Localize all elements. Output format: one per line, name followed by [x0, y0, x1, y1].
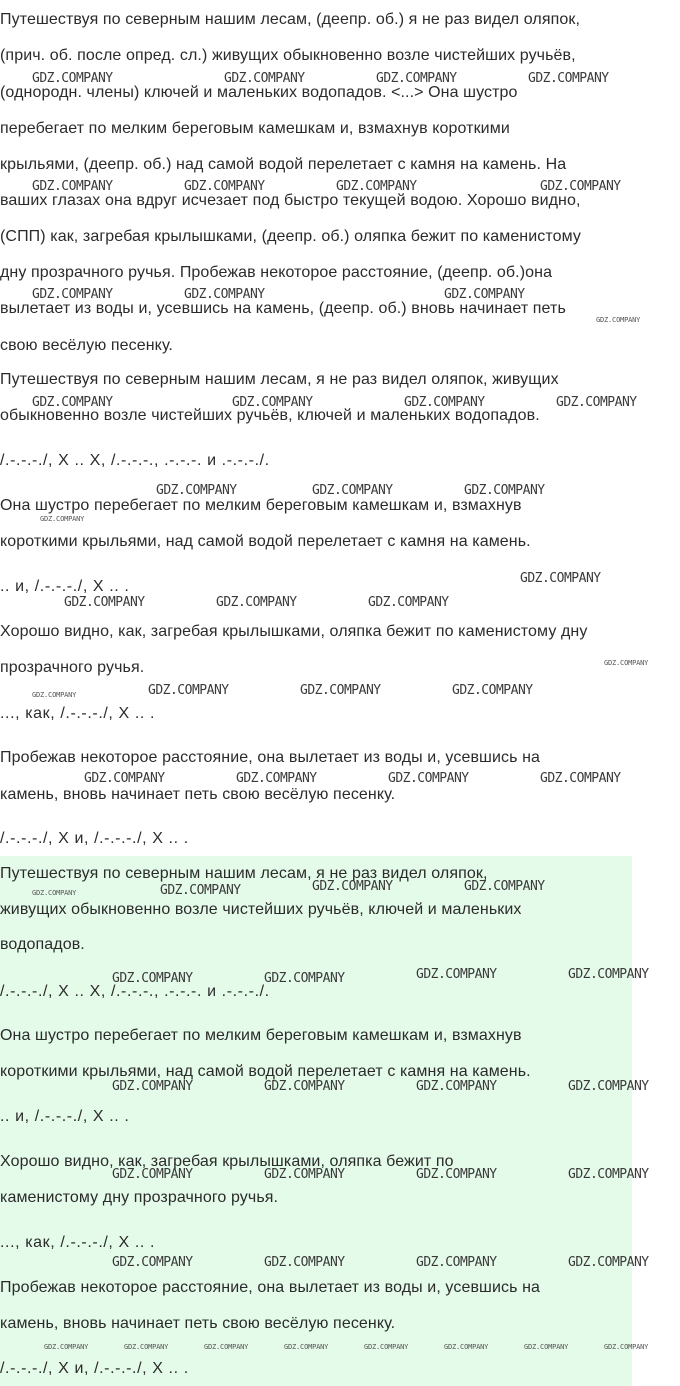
text-line: (однородн. члены) ключей и маленьких водопадов. <...> Она шустро: [0, 84, 518, 101]
watermark: GDZ.COMPANY: [596, 316, 641, 324]
watermark: GDZ.COMPANY: [112, 1255, 193, 1270]
watermark: GDZ.COMPANY: [520, 571, 601, 586]
watermark: GDZ.COMPANY: [216, 595, 297, 610]
watermark: GDZ.COMPANY: [364, 1343, 409, 1351]
watermark: GDZ.COMPANY: [300, 683, 381, 698]
watermark: GDZ.COMPANY: [444, 287, 525, 302]
watermark: GDZ.COMPANY: [568, 1167, 649, 1182]
sentence-scheme: /.-.-.-./, X и, /.-.-.-./, X .. .: [0, 1360, 189, 1377]
text-line: перебегает по мелким береговым камешкам и, взмахнув короткими: [0, 120, 510, 137]
text-line: Путешествуя по северным нашим лесам, я не раз видел оляпок,: [0, 865, 488, 882]
watermark: GDZ.COMPANY: [568, 967, 649, 982]
text-line: короткими крыльями, над самой водой перелетает с камня на камень.: [0, 1063, 531, 1080]
text-line: Пробежав некоторое расстояние, она вылетает из воды и, усевшись на: [0, 749, 541, 766]
watermark: GDZ.COMPANY: [604, 1343, 649, 1351]
watermark: GDZ.COMPANY: [264, 971, 345, 986]
watermark: GDZ.COMPANY: [416, 1079, 497, 1094]
watermark: GDZ.COMPANY: [388, 771, 469, 786]
sentence-scheme: .. и, /.-.-.-./, X .. .: [0, 578, 130, 595]
watermark: GDZ.COMPANY: [284, 1343, 329, 1351]
text-line: камень, вновь начинает петь свою весёлую песенку.: [0, 1315, 396, 1332]
text-line: ваших глазах она вдруг исчезает под быстро текущей водою. Хорошо видно,: [0, 192, 581, 209]
text-line: Пробежав некоторое расстояние, она вылетает из воды и, усевшись на: [0, 1279, 541, 1296]
text-line: (прич. об. после опред. сл.) живущих обыкновенно возле чистейших ручьёв,: [0, 47, 576, 64]
watermark: GDZ.COMPANY: [224, 71, 305, 86]
sentence-scheme: ..., как, /.-.-.-./, X .. .: [0, 1234, 156, 1251]
text-line: Она шустро перебегает по мелким береговым камешкам и, взмахнув: [0, 1027, 522, 1044]
watermark: GDZ.COMPANY: [32, 395, 113, 410]
text-line: Хорошо видно, как, загребая крылышками, оляпка бежит по каменистому дну: [0, 623, 588, 640]
watermark: GDZ.COMPANY: [44, 1343, 89, 1351]
watermark: GDZ.COMPANY: [264, 1167, 345, 1182]
watermark: GDZ.COMPANY: [40, 515, 85, 523]
watermark: GDZ.COMPANY: [524, 1343, 569, 1351]
watermark: GDZ.COMPANY: [540, 179, 621, 194]
text-line: водопадов.: [0, 936, 85, 953]
watermark: GDZ.COMPANY: [264, 1255, 345, 1270]
watermark: GDZ.COMPANY: [112, 1079, 193, 1094]
sentence-scheme: /.-.-.-./, X и, /.-.-.-./, X .. .: [0, 830, 189, 847]
text-line: камень, вновь начинает петь свою весёлую песенку.: [0, 786, 396, 803]
watermark: GDZ.COMPANY: [32, 287, 113, 302]
watermark: GDZ.COMPANY: [312, 483, 393, 498]
watermark: GDZ.COMPANY: [112, 1167, 193, 1182]
watermark: GDZ.COMPANY: [312, 879, 393, 894]
sentence-scheme: /.-.-.-./, X .. X, /.-.-.-., .-.-.-. и .-.-.-./.: [0, 983, 270, 1000]
text-line: короткими крыльями, над самой водой перелетает с камня на камень.: [0, 533, 531, 550]
text-line: Путешествуя по северным нашим лесам, (деепр. об.) я не раз видел оляпок,: [0, 11, 581, 28]
watermark: GDZ.COMPANY: [336, 179, 417, 194]
watermark: GDZ.COMPANY: [604, 659, 649, 667]
watermark: GDZ.COMPANY: [184, 179, 265, 194]
watermark: GDZ.COMPANY: [528, 71, 609, 86]
text-line: живущих обыкновенно возле чистейших ручьёв, ключей и маленьких: [0, 901, 522, 918]
watermark: GDZ.COMPANY: [444, 1343, 489, 1351]
sentence-scheme: /.-.-.-./, X .. X, /.-.-.-., .-.-.-. и .-.-.-./.: [0, 452, 270, 469]
watermark: GDZ.COMPANY: [264, 1079, 345, 1094]
watermark: GDZ.COMPANY: [160, 883, 241, 898]
watermark: GDZ.COMPANY: [84, 771, 165, 786]
watermark: GDZ.COMPANY: [156, 483, 237, 498]
watermark: GDZ.COMPANY: [32, 889, 77, 897]
text-line: Хорошо видно, как, загребая крылышками, оляпка бежит по: [0, 1153, 454, 1170]
watermark: GDZ.COMPANY: [464, 483, 545, 498]
watermark: GDZ.COMPANY: [568, 1255, 649, 1270]
watermark: GDZ.COMPANY: [416, 1167, 497, 1182]
watermark: GDZ.COMPANY: [232, 395, 313, 410]
watermark: GDZ.COMPANY: [376, 71, 457, 86]
text-line: вылетает из воды и, усевшись на камень, (деепр. об.) вновь начинает петь: [0, 300, 566, 317]
watermark: GDZ.COMPANY: [112, 971, 193, 986]
watermark: GDZ.COMPANY: [540, 771, 621, 786]
text-line: дну прозрачного ручья. Пробежав некоторое расстояние, (деепр. об.)она: [0, 264, 553, 281]
watermark: GDZ.COMPANY: [416, 1255, 497, 1270]
sentence-scheme: ..., как, /.-.-.-./, X .. .: [0, 705, 156, 722]
watermark: GDZ.COMPANY: [404, 395, 485, 410]
text-line: (СПП) как, загребая крылышками, (деепр. об.) оляпка бежит по каменистому: [0, 228, 582, 245]
watermark: GDZ.COMPANY: [184, 287, 265, 302]
text-line: Путешествуя по северным нашим лесам, я не раз видел оляпок, живущих: [0, 371, 559, 388]
watermark: GDZ.COMPANY: [464, 879, 545, 894]
sentence-scheme: .. и, /.-.-.-./, X .. .: [0, 1108, 130, 1125]
watermark: GDZ.COMPANY: [32, 179, 113, 194]
watermark: GDZ.COMPANY: [236, 771, 317, 786]
text-line: каменистому дну прозрачного ручья.: [0, 1189, 279, 1206]
text-line: крыльями, (деепр. об.) над самой водой перелетает с камня на камень. На: [0, 156, 567, 173]
watermark: GDZ.COMPANY: [148, 683, 229, 698]
watermark: GDZ.COMPANY: [556, 395, 637, 410]
text-line: Она шустро перебегает по мелким береговым камешкам и, взмахнув: [0, 497, 522, 514]
text-line: свою весёлую песенку.: [0, 337, 173, 354]
watermark: GDZ.COMPANY: [64, 595, 145, 610]
text-line: прозрачного ручья.: [0, 659, 145, 676]
watermark: GDZ.COMPANY: [416, 967, 497, 982]
watermark: GDZ.COMPANY: [32, 691, 77, 699]
watermark: GDZ.COMPANY: [368, 595, 449, 610]
watermark: GDZ.COMPANY: [568, 1079, 649, 1094]
watermark: GDZ.COMPANY: [32, 71, 113, 86]
watermark: GDZ.COMPANY: [204, 1343, 249, 1351]
watermark: GDZ.COMPANY: [452, 683, 533, 698]
text-line: обыкновенно возле чистейших ручьёв, ключей и маленьких водопадов.: [0, 407, 540, 424]
watermark: GDZ.COMPANY: [124, 1343, 169, 1351]
